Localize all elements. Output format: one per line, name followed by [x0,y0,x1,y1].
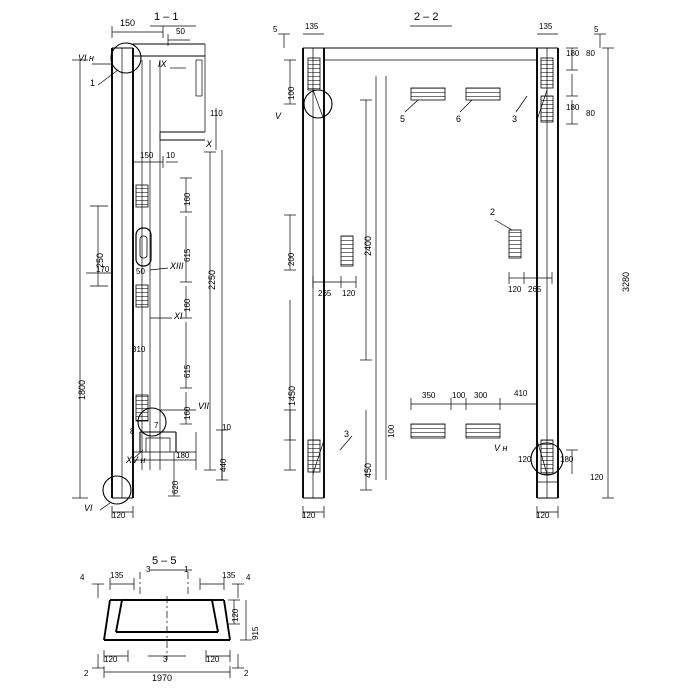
view2-dim-300: 300 [474,391,488,400]
view2-mark-6: 6 [456,114,462,124]
view5-mark-3: 3 [146,565,151,574]
view2-dim-1450: 1450 [287,385,297,406]
view1-mark-7: 7 [154,421,159,430]
view2-dim-120d: 120 [590,473,604,482]
view1-dim-440: 440 [219,458,228,472]
view2-dim-5b: 5 [594,25,599,34]
view1-mark-xi: XI [174,311,183,321]
view1-mark-xv-n: XV н [126,455,146,465]
view2-dim-bottom-120a: 120 [302,511,316,520]
view1-dim-50b: 50 [136,267,145,276]
view2-mark-v: V [275,111,282,121]
view1-dim-615a: 615 [183,248,192,262]
view1-mark-xiii: XIII [170,261,184,271]
view1-mark-ix: IX [158,59,167,69]
view2-mark-5: 5 [400,114,406,124]
view1-dim-2250: 2250 [207,269,217,290]
view1-dim-160c: 160 [183,406,192,420]
view1-mark-8: 8 [130,427,135,436]
view5-dim-915: 915 [251,626,260,640]
view1-dim-110: 110 [210,109,223,118]
view5-dim-135b: 135 [222,571,236,580]
view2-dim-120b: 120 [508,285,522,294]
view2-mark-3a: 3 [512,114,518,124]
view1-dim-150: 150 [140,151,154,160]
view2-dim-120a: 120 [342,289,356,298]
view2-mark-v-n: V н [494,443,508,453]
view1-mark-1: 1 [90,78,96,88]
view1-dim-160b: 160 [183,298,192,312]
view2-mark-2: 2 [490,207,496,217]
view2-dim-350: 350 [422,391,436,400]
view2-dim-180a: 180 [566,49,580,58]
view2-dim-100c: 100 [452,391,466,400]
view5-mark-4b: 4 [246,573,251,582]
view5-mark-4a: 4 [80,573,85,582]
view2-title: 2 – 2 [414,11,439,23]
view1-dim-160a: 160 [183,192,192,206]
view1-mark-x: X [206,139,213,149]
view5-dim-120b: 120 [104,655,118,664]
view5-dim-120a: 120 [231,608,240,622]
view1-dim-10a: 10 [166,151,175,160]
view1-dim-620: 620 [171,480,180,494]
view2-dim-80b: 80 [586,109,595,118]
view5-mark-3b: 3 [163,655,168,664]
view2-dim-120c: 120 [518,455,532,464]
view1-title: 1 – 1 [154,11,179,23]
view2-dim-450: 450 [363,462,373,478]
view1-mark-vii: VII [198,401,210,411]
view2-dim-100b: 100 [387,424,396,438]
view2-dim-135a: 135 [305,22,319,31]
view1-dim-300: 150 [120,18,136,28]
view5-dim-135a: 135 [110,571,124,580]
view5-mark-1: 1 [184,565,189,574]
view1-dim-250: 250 [95,252,105,268]
view2-dim-100a: 100 [287,86,296,100]
view1-dim-50: 50 [176,27,185,36]
view5-mark-2b: 2 [244,669,249,678]
view1-dim-120: 120 [112,511,126,520]
view5-mark-2a: 2 [84,669,89,678]
view2-dim-180c: 180 [560,455,574,464]
view1-dim-170: 170 [96,265,110,274]
view2-dim-80a: 80 [586,49,595,58]
view2-dim-2400: 2400 [363,235,373,256]
view5-dim-1970: 1970 [152,673,173,683]
view1-dim-180: 180 [176,451,190,460]
view2-dim-410: 410 [514,389,528,398]
view2-dim-265a: 265 [318,289,332,298]
view2-dim-265b: 265 [528,285,542,294]
view1-dim-615b: 615 [183,364,192,378]
view2-dim-135b: 135 [539,22,553,31]
view2-dim-3280: 3280 [621,271,631,292]
view1-mark-vi: VI [84,503,93,513]
view1-dim-10b: 10 [222,423,231,432]
view1-dim-1800: 1800 [77,379,87,400]
view2-dim-bottom-120b: 120 [536,511,550,520]
view2-dim-5a: 5 [273,25,278,34]
view2-dim-200: 200 [287,252,296,266]
view5-dim-120c: 120 [206,655,220,664]
view1-mark-vi-n: VI н [78,53,94,63]
view5-title: 5 – 5 [152,555,177,567]
view2-mark-3b: 3 [344,429,350,439]
view1-dim-310: 310 [132,345,146,354]
view2-dim-180b: 180 [566,103,580,112]
